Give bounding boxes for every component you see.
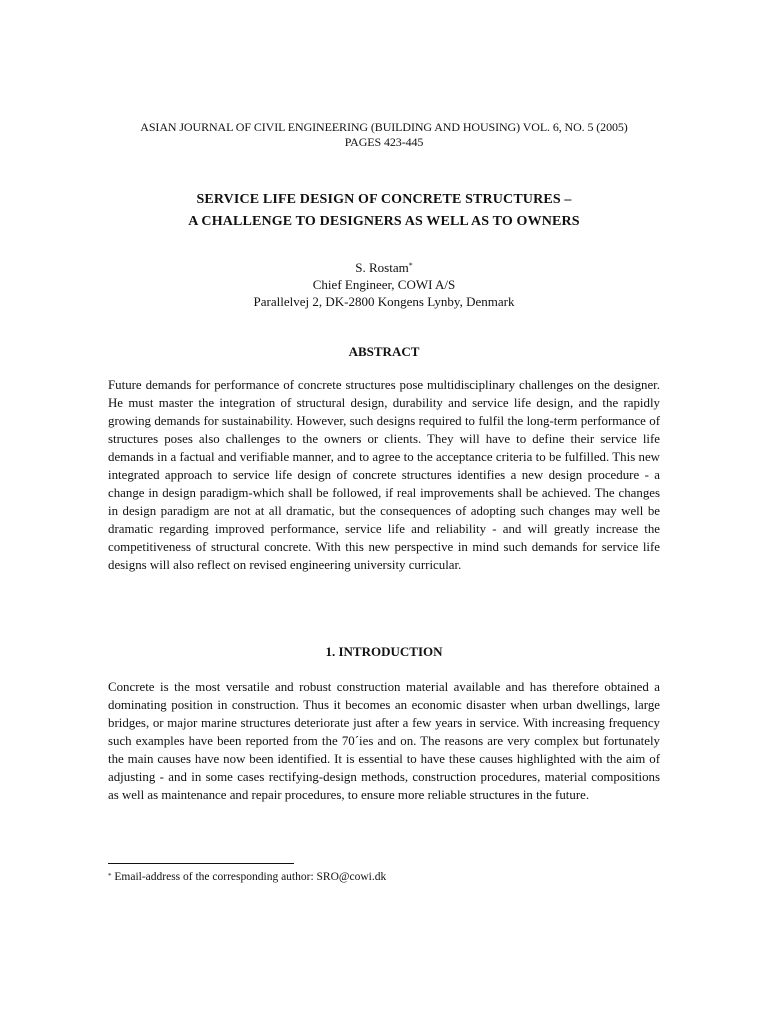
footnote-text: Email-address of the corresponding author: SRO@cowi.dk bbox=[111, 871, 387, 883]
footnote-marker: * bbox=[108, 872, 112, 880]
author-name-line bbox=[0, 259, 768, 276]
page-range: PAGES 423-445 bbox=[344, 135, 424, 149]
title-line-1: SERVICE LIFE DESIGN OF CONCRETE STRUCTURES – bbox=[196, 192, 572, 207]
abstract-heading: ABSTRACT bbox=[348, 344, 420, 359]
author-block bbox=[0, 259, 768, 310]
footnote-divider bbox=[108, 863, 294, 864]
author-position: Chief Engineer, COWI A/S bbox=[312, 277, 456, 292]
abstract-paragraph: Future demands for performance of concrete structures pose multidisciplinary challenges on the designer. He must master the integration of structural design, durability and service life design, and the rapidly growing demands for sustainability. However, such designs required to fulfil the long-term performance of structures poses also challenges to the owners or clients. They will have to define their service life demands in a factual and verifiable manner, and to agree to the acceptance criteria to be fulfilled. This new integrated approach to service life design of concrete structures identifies a new design procedure - a change in design paradigm-which shall be followed, if real improvements shall be achieved. The changes in design paradigm are not at all dramatic, but the consequences of adopting such changes may well be dramatic regarding improved performance, service life and reliability - and will greatly increase the competitiveness of structural concrete. With this new perspective in mind such demands for service life designs will also reflect on revised engineering university curricular. bbox=[108, 378, 660, 572]
footnote bbox=[108, 870, 660, 885]
author-name: S. Rostam bbox=[355, 260, 409, 275]
author-footnote-marker: * bbox=[408, 261, 413, 270]
journal-header bbox=[0, 120, 768, 150]
author-address: Parallelvej 2, DK-2800 Kongens Lynby, Denmark bbox=[253, 294, 515, 309]
paper-title bbox=[0, 189, 768, 233]
title-line-2: A CHALLENGE TO DESIGNERS AS WELL AS TO OWNERS bbox=[188, 214, 580, 229]
introduction-heading: 1. INTRODUCTION bbox=[325, 644, 443, 659]
journal-citation: ASIAN JOURNAL OF CIVIL ENGINEERING (BUILDING AND HOUSING) VOL. 6, NO. 5 (2005) bbox=[140, 120, 628, 134]
introduction-paragraph: Concrete is the most versatile and robust construction material available and has therefore obtained a dominating position in construction. Thus it becomes an economic disaster when urban dwellings, large bridges, or major marine structures deteriorate just after a few years in service. With increasing frequency such examples have been reported from the 70´ies and on. The reasons are very complex but fortunately the main causes have now been identified. It is essential to have these causes highlighted with the aim of adjusting - and in some cases rectifying-design methods, construction procedures, material compositions as well as maintenance and repair procedures, to ensure more reliable structures in the future. bbox=[108, 680, 660, 802]
